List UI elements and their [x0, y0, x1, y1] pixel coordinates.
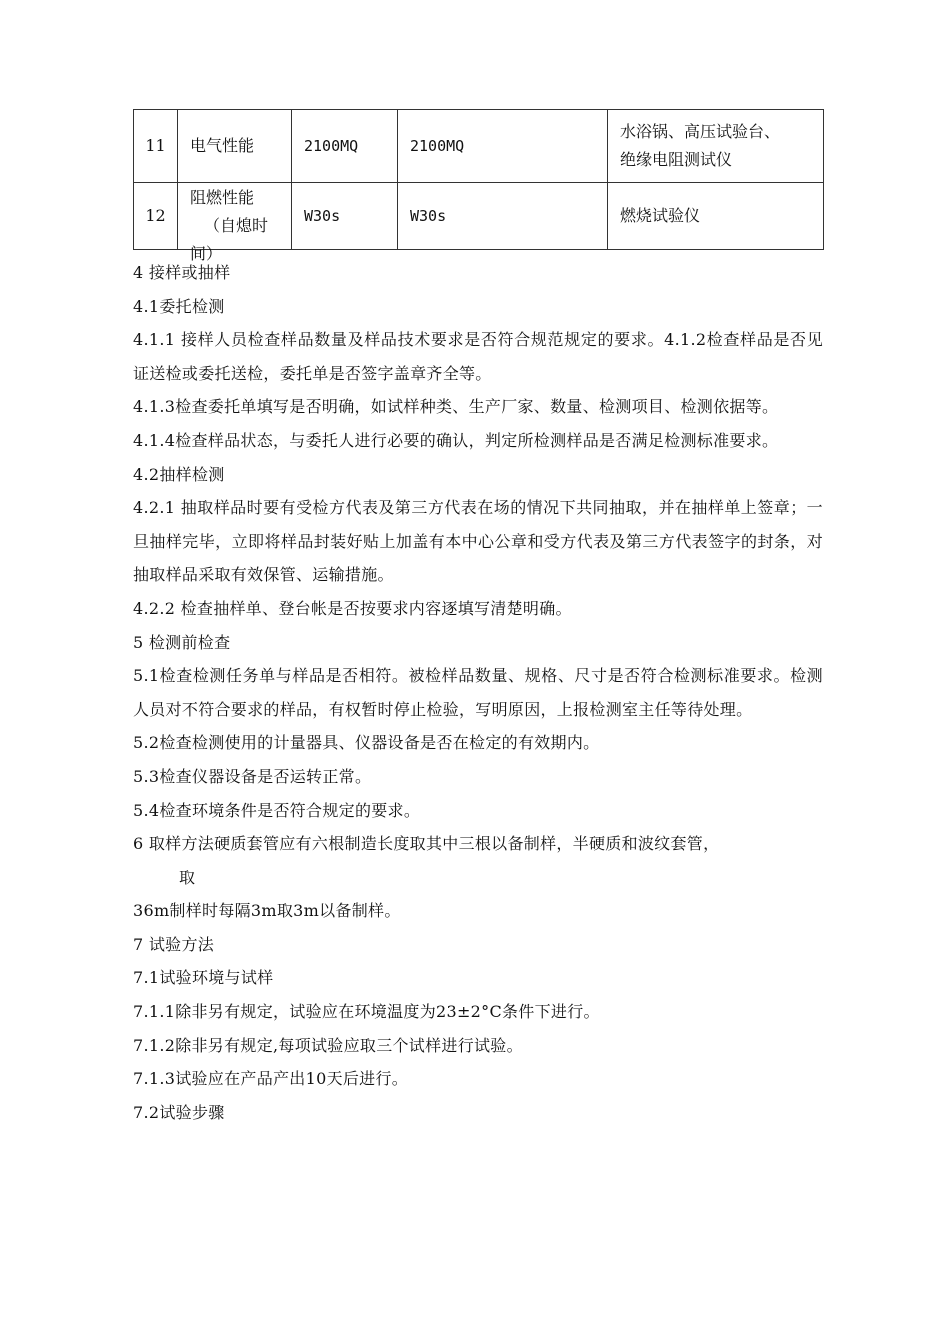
paragraph: 4.1.4检查样品状态，与委托人进行必要的确认，判定所检测样品是否满足检测标准要求。	[133, 430, 779, 450]
section-heading: 7 试验方法	[133, 934, 215, 954]
equipment-cell: 燃烧试验仪	[608, 183, 824, 250]
item-name: 电气性能	[178, 110, 292, 183]
paragraph: 6 取样方法硬质套管应有六根制造长度取其中三根以备制样，半硬质和波纹套管，	[133, 834, 720, 854]
row-number: 11	[134, 110, 178, 183]
standard-value-2: W30s	[398, 183, 608, 250]
table-row	[134, 110, 824, 183]
paragraph: 7.1.3试验应在产品产出10天后进行。	[133, 1069, 409, 1089]
row-number: 12	[134, 183, 178, 250]
item-name-line: 间）	[190, 244, 223, 263]
equipment-line: 绝缘电阻测试仪	[620, 150, 733, 169]
equipment-line: 水浴锅、高压试验台、	[620, 122, 781, 141]
paragraph: 5.4检查环境条件是否符合规定的要求。	[133, 800, 421, 820]
subsection-heading: 7.2试验步骤	[133, 1102, 225, 1122]
item-name-cell	[178, 183, 292, 263]
paragraph: 4.2.1 抽取样品时要有受检方代表及第三方代表在场的情况下共同抽取，并在抽样单上签章；一旦抽样完毕，立即将样品封装好贴上加盖有本中心公章和受方代表及第三方代表签字的封条，对抽取样品采取有效保管、运输措施。	[133, 498, 823, 585]
equipment-cell	[608, 110, 824, 183]
subsection-heading: 4.2抽样检测	[133, 464, 225, 484]
subsection-heading: 4.1委托检测	[133, 296, 225, 316]
standard-value-1: W30s	[292, 183, 398, 250]
paragraph: 4.2.2 检查抽样单、登台帐是否按要求内容逐填写清楚明确。	[133, 598, 572, 618]
section-heading: 5 检测前检查	[133, 632, 231, 652]
spec-table	[133, 109, 824, 263]
item-name-clip	[190, 184, 279, 263]
paragraph: 5.1检查检测任务单与样品是否相符。被检样品数量、规格、尺寸是否符合检测标准要求。检测人员对不符合要求的样品，有权暂时停止检验，写明原因，上报检测室主任等待处理。	[133, 666, 823, 719]
paragraph: 5.3检查仪器设备是否运转正常。	[133, 766, 372, 786]
section-heading: 4 接样或抽样	[133, 263, 231, 282]
paragraph: 5.2检查检测使用的计量器具、仪器设备是否在检定的有效期内。	[133, 733, 600, 753]
table-row	[134, 183, 824, 250]
body-text	[133, 256, 823, 1129]
subsection-heading: 7.1试验环境与试样	[133, 968, 274, 988]
paragraph: 7.1.2除非另有规定,每项试验应取三个试样进行试验。	[133, 1035, 523, 1055]
paragraph: 4.1.1 接样人员检查样品数量及样品技术要求是否符合规范规定的要求。4.1.2检查样品是否见证送检或委托送检，委托单是否签字盖章齐全等。	[133, 330, 823, 383]
paragraph: 4.1.3检查委托单填写是否明确，如试样种类、生产厂家、数量、检测项目、检测依据等。	[133, 397, 779, 417]
standard-value-1: 2100MQ	[292, 110, 398, 183]
item-name-line: （自熄时	[204, 216, 269, 235]
standard-value-2: 2100MQ	[398, 110, 608, 183]
paragraph: 36m制样时每隔3m取3m以备制样。	[133, 901, 401, 921]
item-name-line: 阻燃性能	[190, 188, 255, 207]
paragraph-continuation: 取	[179, 867, 196, 887]
paragraph: 7.1.1除非另有规定，试验应在环境温度为23±2°C条件下进行。	[133, 1002, 600, 1022]
